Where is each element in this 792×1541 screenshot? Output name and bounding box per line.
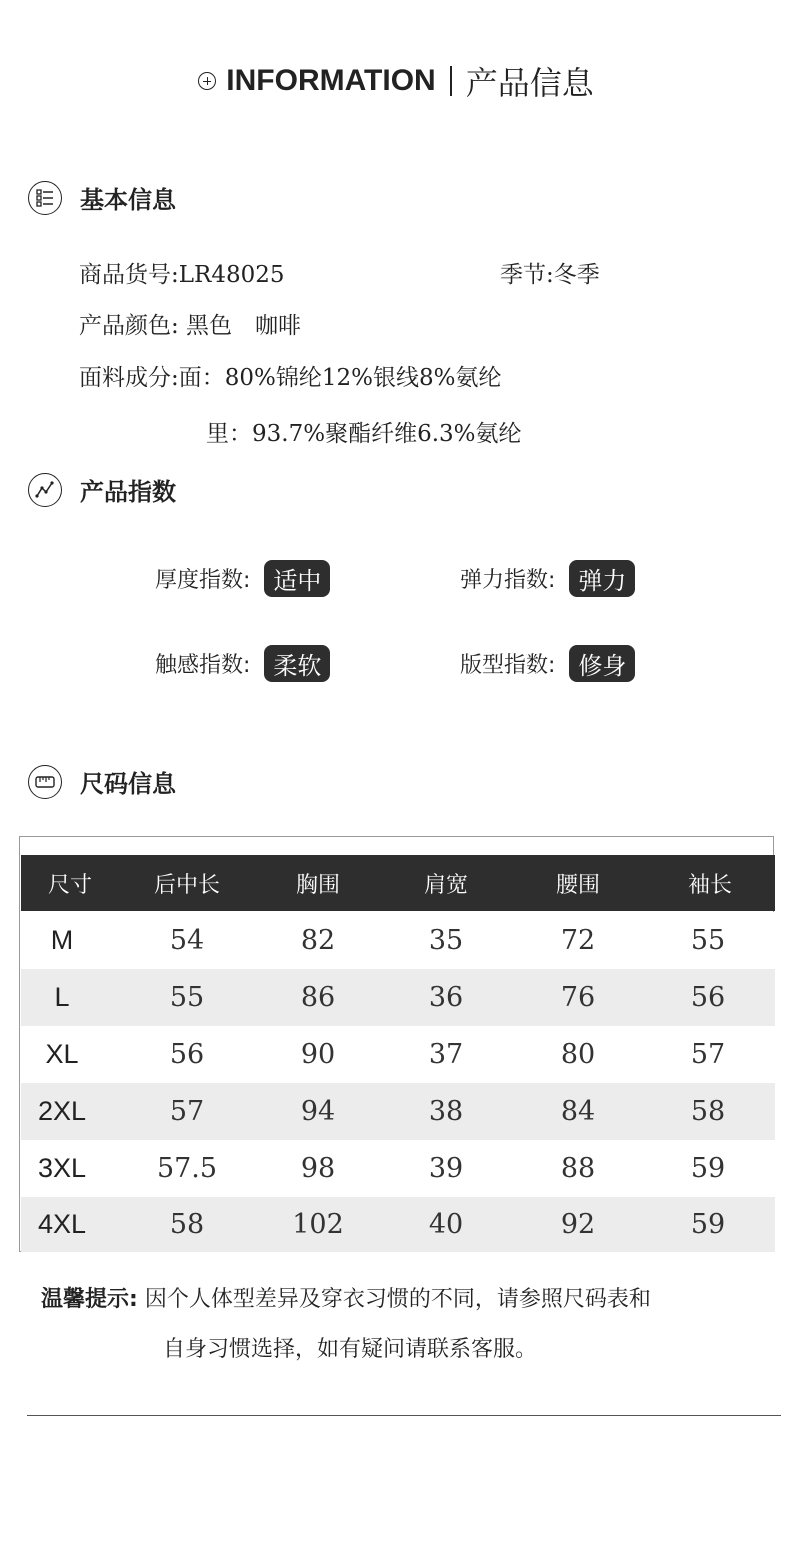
section-size-info (28, 764, 176, 799)
tip-line-1 (41, 1282, 651, 1313)
index-badge: 修身 (569, 645, 635, 682)
season-text: 季节:冬季 (500, 262, 600, 288)
table-cell: 72 (560, 925, 596, 956)
table-cell: 37 (428, 1039, 464, 1070)
table-row (21, 969, 775, 1026)
section-title: 基本信息 (80, 186, 176, 214)
header-title-en: INFORMATION (226, 64, 436, 97)
table-cell: 54 (169, 925, 205, 956)
table-cell: 102 (292, 1209, 344, 1240)
table-cell: 58 (690, 1096, 726, 1127)
table-cell: 82 (300, 925, 336, 956)
table-cell: 57.5 (156, 1153, 218, 1184)
table-cell: 98 (300, 1153, 336, 1184)
header-cell: 袖长 (687, 872, 732, 898)
bottom-divider (27, 1415, 781, 1416)
tip-line-2: 自身习惯选择，如有疑问请联系客服。 (163, 1337, 538, 1362)
tip-label: 温馨提示: (41, 1287, 138, 1312)
size-table (19, 836, 774, 1252)
table-row (21, 1083, 775, 1140)
header-divider (450, 66, 452, 96)
index-badge: 适中 (264, 560, 330, 597)
table-cell: 76 (560, 982, 596, 1013)
index-label: 弹力指数: (460, 568, 556, 593)
fabric-face-text: 面料成分:面：80%锦纶12%银线8%氨纶 (79, 365, 502, 391)
index-badge: 柔软 (264, 645, 330, 682)
table-row (21, 1140, 775, 1197)
index-elasticity (460, 560, 635, 597)
color-text: 产品颜色: 黑色 咖啡 (79, 313, 302, 339)
section-indices (28, 472, 176, 507)
table-cell: 56 (690, 982, 726, 1013)
index-label: 厚度指数: (155, 568, 251, 593)
tip-text: 因个人体型差异及穿衣习惯的不同，请参照尺码表和 (144, 1287, 651, 1312)
ruler-icon (28, 765, 62, 799)
header-cell: 胸围 (295, 872, 340, 898)
size-cell: 4XL (37, 1209, 87, 1239)
index-badge: 弹力 (569, 560, 635, 597)
header-cell: 尺寸 (47, 872, 92, 898)
section-title: 产品指数 (80, 478, 176, 506)
section-basic-info (28, 180, 176, 215)
size-cell: M (50, 925, 74, 955)
table-cell: 88 (560, 1153, 596, 1184)
table-cell: 57 (169, 1096, 205, 1127)
table-cell: 40 (428, 1209, 464, 1240)
table-cell: 94 (300, 1096, 336, 1127)
table-cell: 59 (690, 1153, 726, 1184)
header-cell: 肩宽 (423, 872, 468, 898)
index-label: 版型指数: (460, 653, 556, 678)
table-cell: 39 (428, 1153, 464, 1184)
header-cell: 腰围 (555, 872, 600, 898)
header-cell: 后中长 (153, 872, 220, 898)
index-touch (155, 645, 330, 682)
table-cell: 84 (560, 1096, 596, 1127)
table-cell: 36 (428, 982, 464, 1013)
size-cell: L (54, 982, 70, 1012)
trend-icon (28, 473, 62, 507)
header-title-cn: 产品信息 (465, 64, 594, 102)
index-label: 触感指数: (155, 653, 251, 678)
size-cell: 3XL (37, 1153, 87, 1183)
table-cell: 55 (169, 982, 205, 1013)
table-row (21, 1026, 775, 1083)
table-cell: 38 (428, 1096, 464, 1127)
table-cell: 86 (300, 982, 336, 1013)
list-icon (28, 181, 62, 215)
page-header (0, 58, 792, 102)
sku-text: 商品货号:LR48025 (79, 262, 285, 288)
table-cell: 35 (428, 925, 464, 956)
table-cell: 80 (560, 1039, 596, 1070)
size-cell: XL (45, 1039, 79, 1069)
table-header (21, 855, 775, 911)
section-title: 尺码信息 (80, 770, 176, 798)
table-cell: 59 (690, 1209, 726, 1240)
table-cell: 55 (690, 925, 726, 956)
table-cell: 56 (169, 1039, 205, 1070)
index-thickness (155, 560, 330, 597)
index-fit (460, 645, 635, 682)
table-cell: 57 (690, 1039, 726, 1070)
table-cell: 58 (169, 1209, 205, 1240)
plus-circle-icon (198, 72, 216, 90)
table-cell: 92 (560, 1209, 596, 1240)
fabric-lining-text: 里：93.7%聚酯纤维6.3%氨纶 (206, 421, 522, 447)
size-cell: 2XL (37, 1096, 87, 1126)
table-row (21, 912, 775, 969)
table-cell: 90 (300, 1039, 336, 1070)
table-row (21, 1197, 775, 1252)
